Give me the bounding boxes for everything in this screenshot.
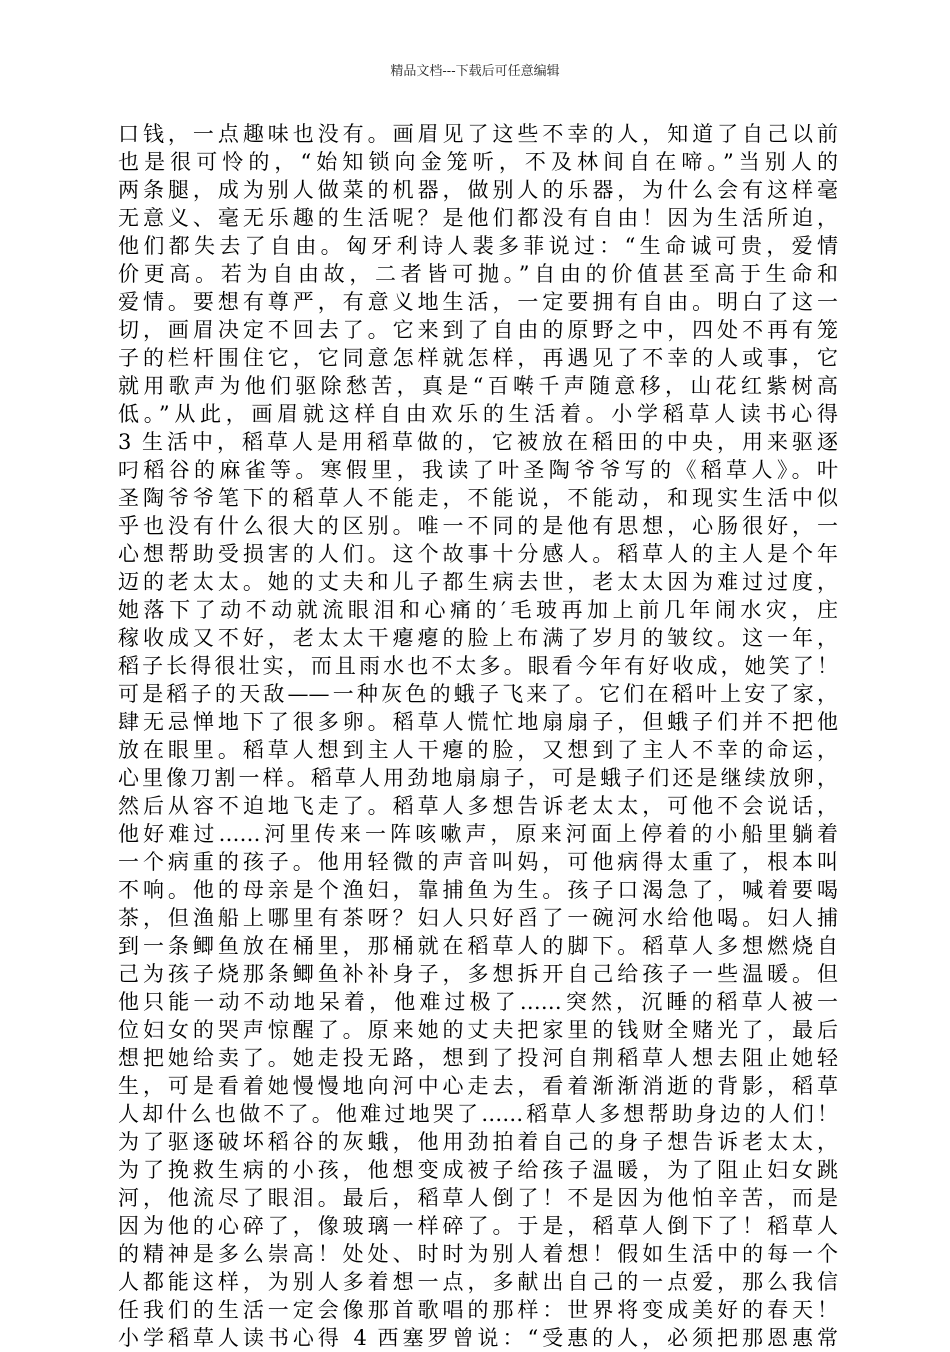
text-line: 己为孩子烧那条鲫鱼补补身子，多想拆开自己给孩子一些温暖。但	[118, 962, 838, 986]
text-line: 可是稻子的天敌——一种灰色的蛾子飞来了。它们在稻叶上安了家，	[118, 682, 838, 706]
text-line: 口钱，一点趣味也没有。画眉见了这些不幸的人，知道了自己以前	[118, 122, 838, 146]
text-line: 一个病重的孩子。他用轻微的声音叫妈，可他病得太重了，根本叫	[118, 850, 838, 874]
text-line: 价更高。若为自由故，二者皆可抛。”自由的价值甚至高于生命和	[118, 262, 838, 286]
text-line: 她落下了动不动就流眼泪和心痛的′毛玻再加上前几年闹水灾，庄	[118, 598, 838, 622]
text-line: 的精神是多么崇高！处处、时时为别人着想！假如生活中的每一个	[118, 1242, 838, 1266]
text-line: 然后从容不迫地飞走了。稻草人多想告诉老太太，可他不会说话，	[118, 794, 838, 818]
text-line: 到一条鲫鱼放在桶里，那桶就在稻草人的脚下。稻草人多想燃烧自	[118, 934, 838, 958]
page-header: 精品文档---下载后可任意编辑	[390, 64, 560, 79]
text-line: 也是很可怜的，“始知锁向金笼听，不及林间自在啼。”当别人的	[118, 150, 838, 174]
text-line: 任我们的生活一定会像那首歌唱的那样：世界将变成美好的春天！	[118, 1298, 838, 1322]
text-line: 稻子长得很壮实，而且雨水也不太多。眼看今年有好收成，她笑了！	[118, 654, 838, 678]
text-line: 为了挽救生病的小孩，他想变成被子给孩子温暖，为了阻止妇女跳	[118, 1158, 838, 1182]
text-line: 叼稻谷的麻雀等。寒假里，我读了叶圣陶爷爷写的《稻草人》。叶	[118, 458, 838, 482]
text-line: 不响。他的母亲是个渔妇，靠捕鱼为生。孩子口渴急了，喊着要喝	[118, 878, 838, 902]
text-line: 他好难过……河里传来一阵咳嗽声，原来河面上停着的小船里躺着	[118, 822, 838, 846]
text-line: 位妇女的哭声惊醒了。原来她的丈夫把家里的钱财全赌光了，最后	[118, 1018, 838, 1042]
text-line: 心里像刀割一样。稻草人用劲地扇扇子，可是蛾子们还是继续放卵，	[118, 766, 838, 790]
text-line: 放在眼里。稻草人想到主人干瘪的脸，又想到了主人不幸的命运，	[118, 738, 838, 762]
text-line: 人却什么也做不了。他难过地哭了……稻草人多想帮助身边的人们！	[118, 1102, 838, 1126]
text-line: 人都能这样，为别人多着想一点，多献出自己的一点爱，那么我信	[118, 1270, 838, 1294]
text-line: 他们都失去了自由。匈牙利诗人裴多菲说过：“生命诚可贵，爱情	[118, 234, 838, 258]
text-line: 3 生活中，稻草人是用稻草做的，它被放在稻田的中央，用来驱逐	[118, 430, 838, 454]
text-line: 就用歌声为他们驱除愁苦，真是“百啭千声随意移，山花红紫树高	[118, 374, 838, 398]
text-line: 因为他的心碎了，像玻璃一样碎了。于是，稻草人倒下了！稻草人	[118, 1214, 838, 1238]
text-line: 想把她给卖了。她走投无路，想到了投河自荆稻草人想去阻止她轻	[118, 1046, 838, 1070]
text-line: 他只能一动不动地呆着，他难过极了……突然，沉睡的稻草人被一	[118, 990, 838, 1014]
text-line: 小学稻草人读书心得 4 西塞罗曾说：“受惠的人，必须把那恩惠常	[118, 1326, 838, 1350]
text-line: 圣陶爷爷笔下的稻草人不能走，不能说，不能动，和现实生活中似	[118, 486, 838, 510]
text-line: 乎也没有什么很大的区别。唯一不同的是他有思想，心肠很好，一	[118, 514, 838, 538]
text-line: 两条腿，成为别人做菜的机器，做别人的乐器，为什么会有这样毫	[118, 178, 838, 202]
text-line: 子的栏杆围住它，它同意怎样就怎样，再遇见了不幸的人或事，它	[118, 346, 838, 370]
text-line: 茶，但渔船上哪里有茶呀？妇人只好舀了一碗河水给他喝。妇人捕	[118, 906, 838, 930]
text-line: 河，他流尽了眼泪。最后，稻草人倒了！不是因为他怕辛苦，而是	[118, 1186, 838, 1210]
text-line: 为了驱逐破坏稻谷的灰蛾，他用劲拍着自己的身子想告诉老太太，	[118, 1130, 838, 1154]
text-line: 肆无忌惮地下了很多卵。稻草人慌忙地扇扇子，但蛾子们并不把他	[118, 710, 838, 734]
text-line: 心想帮助受损害的人们。这个故事十分感人。稻草人的主人是个年	[118, 542, 838, 566]
text-line: 迈的老太太。她的丈夫和儿子都生病去世，老太太因为难过过度，	[118, 570, 838, 594]
text-line: 无意义、毫无乐趣的生活呢？是他们都没有自由！因为生活所迫，	[118, 206, 838, 230]
text-line: 生，可是看着她慢慢地向河中心走去，看着渐渐消逝的背影，稻草	[118, 1074, 838, 1098]
text-line: 低。”从此，画眉就这样自由欢乐的生活着。小学稻草人读书心得	[118, 402, 838, 426]
text-line: 切，画眉决定不回去了。它来到了自由的原野之中，四处不再有笼	[118, 318, 838, 342]
body-text	[118, 120, 838, 1352]
text-line: 爱情。要想有尊严，有意义地生活，一定要拥有自由。明白了这一	[118, 290, 838, 314]
text-line: 稼收成又不好，老太太干瘪瘪的脸上布满了岁月的皱纹。这一年，	[118, 626, 838, 650]
